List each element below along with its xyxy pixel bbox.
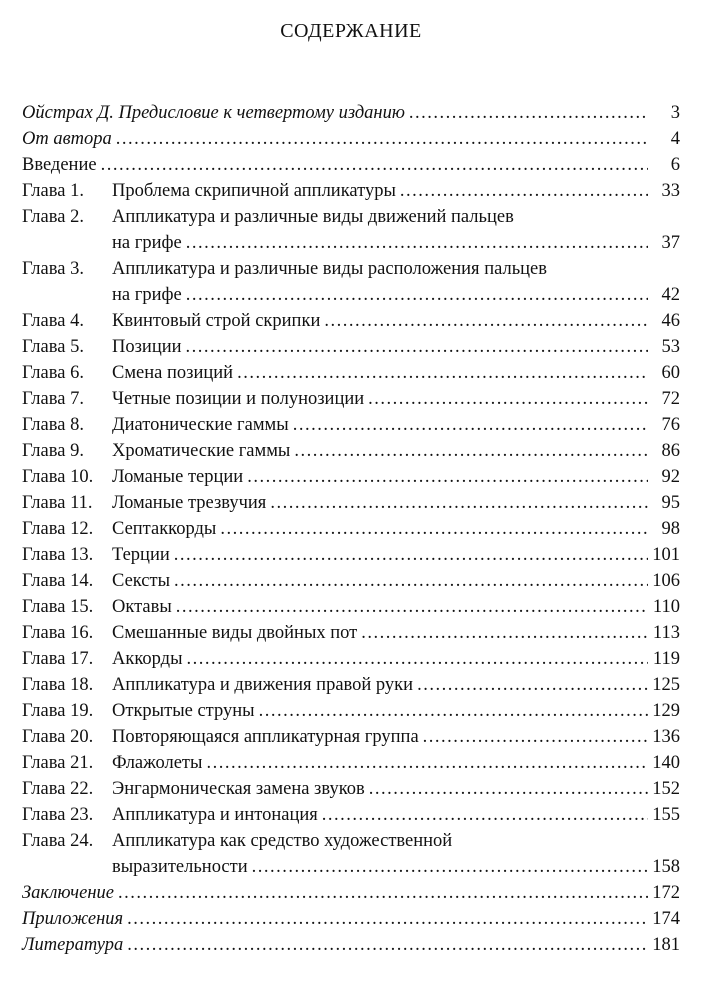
toc-page-number: 110 — [652, 597, 680, 617]
toc-entry — [22, 568, 680, 594]
dot-leader — [322, 802, 648, 828]
toc-page-number: 3 — [670, 103, 680, 123]
toc-entry-second-line — [22, 854, 680, 880]
toc-entry-line — [22, 672, 680, 698]
toc-entry-line — [22, 776, 680, 802]
toc-entry-line — [22, 516, 680, 542]
toc-page-number: 106 — [652, 571, 680, 591]
toc-page-number: 76 — [661, 415, 680, 435]
toc-entry-title: Септаккорды — [112, 519, 217, 539]
page-title: СОДЕРЖАНИЕ — [280, 20, 422, 42]
toc-entry-title: Сексты — [112, 571, 171, 591]
toc-entry-second-line — [22, 282, 680, 308]
dot-leader — [294, 438, 648, 464]
table-of-contents — [22, 100, 680, 958]
dot-leader — [186, 230, 648, 256]
toc-page-number: 6 — [670, 155, 680, 175]
dot-leader — [361, 620, 648, 646]
toc-entry — [22, 698, 680, 724]
toc-entry-line — [22, 100, 680, 126]
dot-leader — [237, 360, 648, 386]
toc-entry-title: Четные позиции и полунозиции — [112, 389, 365, 409]
toc-chapter-number: Глава 7. — [22, 389, 84, 409]
dot-leader — [206, 750, 648, 776]
toc-entry — [22, 204, 680, 256]
toc-entry — [22, 542, 680, 568]
toc-entry — [22, 828, 680, 880]
toc-entry-line — [22, 412, 680, 438]
toc-entry-line — [22, 438, 680, 464]
toc-entry-second-line — [22, 230, 680, 256]
dot-leader — [118, 880, 648, 906]
toc-entry — [22, 776, 680, 802]
toc-entry — [22, 880, 680, 906]
toc-page-number: 158 — [652, 857, 680, 877]
dot-leader — [220, 516, 648, 542]
dot-leader — [423, 724, 648, 750]
toc-chapter-number: Глава 10. — [22, 467, 94, 487]
toc-entry — [22, 152, 680, 178]
toc-entry — [22, 256, 680, 308]
toc-chapter-number: Глава 11. — [22, 493, 93, 513]
dot-leader — [270, 490, 648, 516]
dot-leader — [368, 386, 648, 412]
toc-page-number: 92 — [661, 467, 680, 487]
toc-entry-line — [22, 646, 680, 672]
toc-entry — [22, 516, 680, 542]
toc-entry-first-line — [22, 828, 680, 854]
toc-entry-title: Литература — [22, 935, 124, 955]
toc-page-number: 37 — [661, 233, 680, 253]
toc-entry-title: Ломаные терции — [112, 467, 244, 487]
toc-entry-line — [22, 932, 680, 958]
dot-leader — [409, 100, 648, 126]
toc-page-number: 140 — [652, 753, 680, 773]
dot-leader — [252, 854, 648, 880]
toc-entry-title: Ломаные трезвучия — [112, 493, 267, 513]
toc-entry — [22, 906, 680, 932]
toc-entry-title: Октавы — [112, 597, 172, 617]
toc-page-number: 101 — [652, 545, 680, 565]
toc-chapter-number: Глава 14. — [22, 571, 94, 591]
toc-entry-title: Флажолеты — [112, 753, 203, 773]
toc-entry — [22, 126, 680, 152]
toc-entry-line — [22, 802, 680, 828]
toc-chapter-number: Глава 12. — [22, 519, 94, 539]
toc-entry-first-line — [22, 204, 680, 230]
toc-page-number: 172 — [652, 883, 680, 903]
toc-chapter-number: Глава 4. — [22, 311, 84, 331]
toc-chapter-number: Глава 22. — [22, 779, 94, 799]
dot-leader — [417, 672, 648, 698]
toc-entry-title: Аппликатура и движения правой руки — [112, 675, 414, 695]
toc-chapter-number: Глава 13. — [22, 545, 94, 565]
toc-entry-line — [22, 906, 680, 932]
toc-chapter-number: Глава 23. — [22, 805, 94, 825]
toc-page-number: 119 — [652, 649, 680, 669]
toc-entry-title: Терции — [112, 545, 170, 565]
toc-page-number: 125 — [652, 675, 680, 695]
toc-page-number: 98 — [661, 519, 680, 539]
toc-chapter-number: Глава 1. — [22, 181, 84, 201]
toc-entry — [22, 646, 680, 672]
toc-entry-line — [22, 594, 680, 620]
toc-chapter-number: Глава 17. — [22, 649, 94, 669]
dot-leader — [174, 568, 648, 594]
toc-entry — [22, 750, 680, 776]
toc-page-number: 72 — [661, 389, 680, 409]
toc-chapter-number: Глава 8. — [22, 415, 84, 435]
toc-chapter-number: Глава 3. — [22, 259, 84, 279]
toc-entry-title: Повторяющаяся аппликатурная группа — [112, 727, 419, 747]
toc-page-number: 113 — [652, 623, 680, 643]
toc-entry — [22, 724, 680, 750]
toc-page-number: 33 — [661, 181, 680, 201]
toc-page-number: 181 — [652, 935, 680, 955]
toc-entry-title: Заключение — [22, 883, 114, 903]
toc-entry-line — [22, 308, 680, 334]
toc-entry — [22, 308, 680, 334]
toc-chapter-number: Глава 18. — [22, 675, 94, 695]
toc-entry-line — [22, 880, 680, 906]
toc-entry-title-line2: выразительности — [112, 857, 248, 877]
dot-leader — [186, 334, 648, 360]
toc-entry — [22, 412, 680, 438]
dot-leader — [116, 126, 648, 152]
dot-leader — [127, 932, 648, 958]
toc-entry — [22, 100, 680, 126]
toc-entry-line — [22, 360, 680, 386]
toc-entry-line — [22, 386, 680, 412]
dot-leader — [127, 906, 648, 932]
toc-chapter-number: Глава 9. — [22, 441, 84, 461]
toc-entry-line — [22, 334, 680, 360]
toc-entry — [22, 490, 680, 516]
toc-page-number: 136 — [652, 727, 680, 747]
toc-chapter-number: Глава 5. — [22, 337, 84, 357]
toc-entry-first-line — [22, 256, 680, 282]
toc-chapter-number: Глава 19. — [22, 701, 94, 721]
toc-entry-title-line2: на грифе — [112, 233, 182, 253]
toc-page-number: 129 — [652, 701, 680, 721]
dot-leader — [400, 178, 648, 204]
toc-entry-title: Аккорды — [112, 649, 183, 669]
toc-entry-line — [22, 126, 680, 152]
dot-leader — [369, 776, 648, 802]
toc-entry — [22, 802, 680, 828]
dot-leader — [293, 412, 648, 438]
dot-leader — [176, 594, 648, 620]
toc-entry-title-line1: Аппликатура как средство художественной — [112, 831, 453, 851]
toc-chapter-number: Глава 6. — [22, 363, 84, 383]
toc-entry-title: Позиции — [112, 337, 182, 357]
toc-page-number: 174 — [652, 909, 680, 929]
toc-entry-title: Смешанные виды двойных пот — [112, 623, 358, 643]
toc-entry-line — [22, 698, 680, 724]
toc-page-number: 155 — [652, 805, 680, 825]
toc-entry-title: Проблема скрипичной аппликатуры — [112, 181, 396, 201]
toc-entry-title: Аппликатура и интонация — [112, 805, 318, 825]
toc-entry-line — [22, 542, 680, 568]
toc-entry-title: Энгармоническая замена звуков — [112, 779, 365, 799]
toc-page-number: 95 — [661, 493, 680, 513]
toc-entry-line — [22, 152, 680, 178]
toc-entry — [22, 620, 680, 646]
toc-entry-line — [22, 178, 680, 204]
toc-page-number: 53 — [661, 337, 680, 357]
toc-entry-line — [22, 750, 680, 776]
toc-entry-title: Диатонические гаммы — [112, 415, 289, 435]
toc-entry-title: Хроматические гаммы — [112, 441, 291, 461]
toc-entry-line — [22, 568, 680, 594]
dot-leader — [101, 152, 648, 178]
toc-entry — [22, 594, 680, 620]
toc-page-number: 86 — [661, 441, 680, 461]
toc-entry-title: Введение — [22, 155, 97, 175]
toc-entry-title: Открытые струны — [112, 701, 255, 721]
toc-entry-title: Приложения — [22, 909, 124, 929]
toc-entry-line — [22, 464, 680, 490]
toc-entry — [22, 386, 680, 412]
dot-leader — [324, 308, 648, 334]
toc-entry — [22, 334, 680, 360]
toc-page-number: 46 — [661, 311, 680, 331]
toc-page-number: 4 — [670, 129, 680, 149]
toc-entry — [22, 178, 680, 204]
toc-page-number: 60 — [661, 363, 680, 383]
toc-chapter-number: Глава 16. — [22, 623, 94, 643]
toc-entry — [22, 438, 680, 464]
toc-entry-title: Смена позиций — [112, 363, 234, 383]
dot-leader — [187, 646, 649, 672]
dot-leader — [174, 542, 648, 568]
toc-chapter-number: Глава 15. — [22, 597, 94, 617]
toc-entry — [22, 932, 680, 958]
toc-chapter-number: Глава 21. — [22, 753, 94, 773]
toc-chapter-number: Глава 20. — [22, 727, 94, 747]
toc-entry — [22, 672, 680, 698]
toc-entry-line — [22, 490, 680, 516]
toc-entry-title: От автора — [22, 129, 112, 149]
toc-entry-title: Ойстрах Д. Предисловие к четвертому изданию — [22, 103, 405, 123]
dot-leader — [186, 282, 648, 308]
toc-entry-title-line1: Аппликатура и различные виды движений пальцев — [112, 207, 514, 227]
toc-entry — [22, 464, 680, 490]
toc-entry-title-line2: на грифе — [112, 285, 182, 305]
toc-chapter-number: Глава 24. — [22, 831, 94, 851]
toc-page-number: 152 — [652, 779, 680, 799]
dot-leader — [259, 698, 648, 724]
toc-entry — [22, 360, 680, 386]
toc-entry-line — [22, 724, 680, 750]
toc-entry-title: Квинтовый строй скрипки — [112, 311, 321, 331]
toc-page-number: 42 — [661, 285, 680, 305]
dot-leader — [247, 464, 648, 490]
toc-chapter-number: Глава 2. — [22, 207, 84, 227]
toc-entry-line — [22, 620, 680, 646]
toc-entry-title-line1: Аппликатура и различные виды расположения пальцев — [112, 259, 547, 279]
